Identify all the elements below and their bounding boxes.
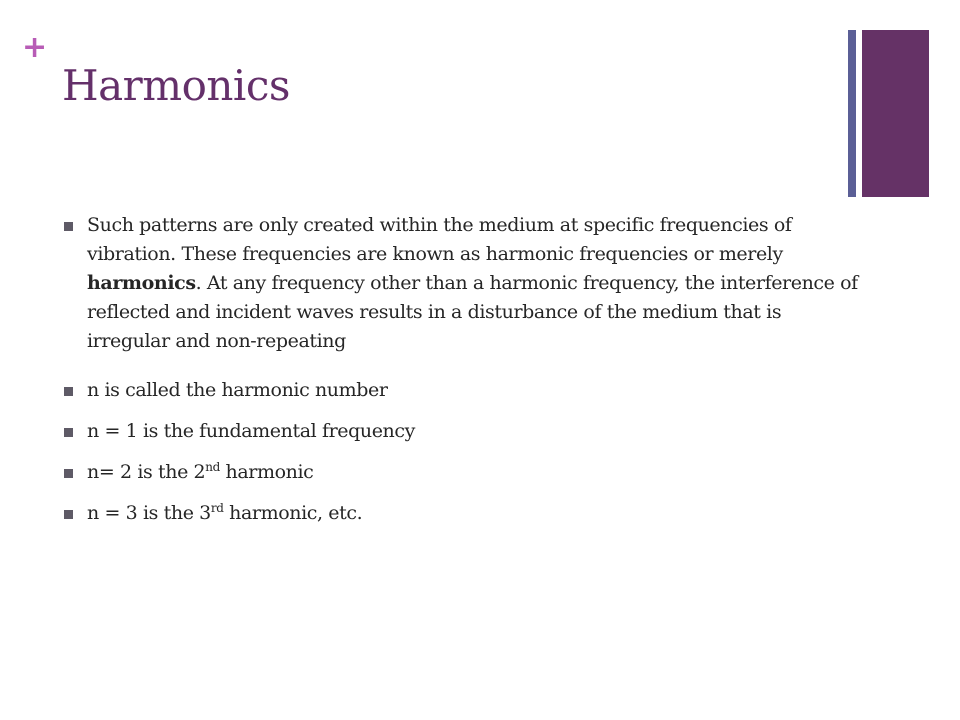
square-bullet-icon <box>64 469 73 478</box>
bullet-list <box>64 211 864 540</box>
bullet-text-part: n = 3 is the 3 <box>87 502 211 524</box>
bullet-item-harmonics-definition <box>64 211 864 356</box>
bullet-text: n = 1 is the fundamental frequency <box>87 420 415 442</box>
bullet-text-part: n= 2 is the 2 <box>87 461 206 483</box>
bullet-text-part: harmonic <box>219 461 314 483</box>
square-bullet-icon <box>64 428 73 437</box>
superscript: nd <box>205 460 220 474</box>
square-bullet-icon <box>64 222 73 231</box>
bullet-text-part: . At any frequency other than a harmonic frequency, the interference of reflected and incident waves results in a disturbance of the medium that is irregular and non-repeating <box>87 272 858 352</box>
slide-title: Harmonics <box>62 61 290 110</box>
bullet-item-fundamental <box>64 417 864 446</box>
superscript: rd <box>210 501 224 515</box>
square-bullet-icon <box>64 387 73 396</box>
bullet-item-harmonic-number <box>64 376 864 405</box>
plus-decoration-icon: + <box>22 30 48 65</box>
decorative-wide-bar <box>862 30 929 197</box>
bullet-text: n is called the harmonic number <box>87 379 388 401</box>
bullet-item-second-harmonic <box>64 458 864 487</box>
bullet-text-part: harmonic, etc. <box>223 502 363 524</box>
bullet-item-third-harmonic <box>64 499 864 528</box>
bold-term-harmonics: harmonics <box>87 272 196 294</box>
decorative-thin-bar <box>848 30 856 197</box>
bullet-text-part: Such patterns are only created within the medium at specific frequencies of vibration. These frequencies are known as harmonic frequencies or merely <box>87 214 792 265</box>
square-bullet-icon <box>64 510 73 519</box>
